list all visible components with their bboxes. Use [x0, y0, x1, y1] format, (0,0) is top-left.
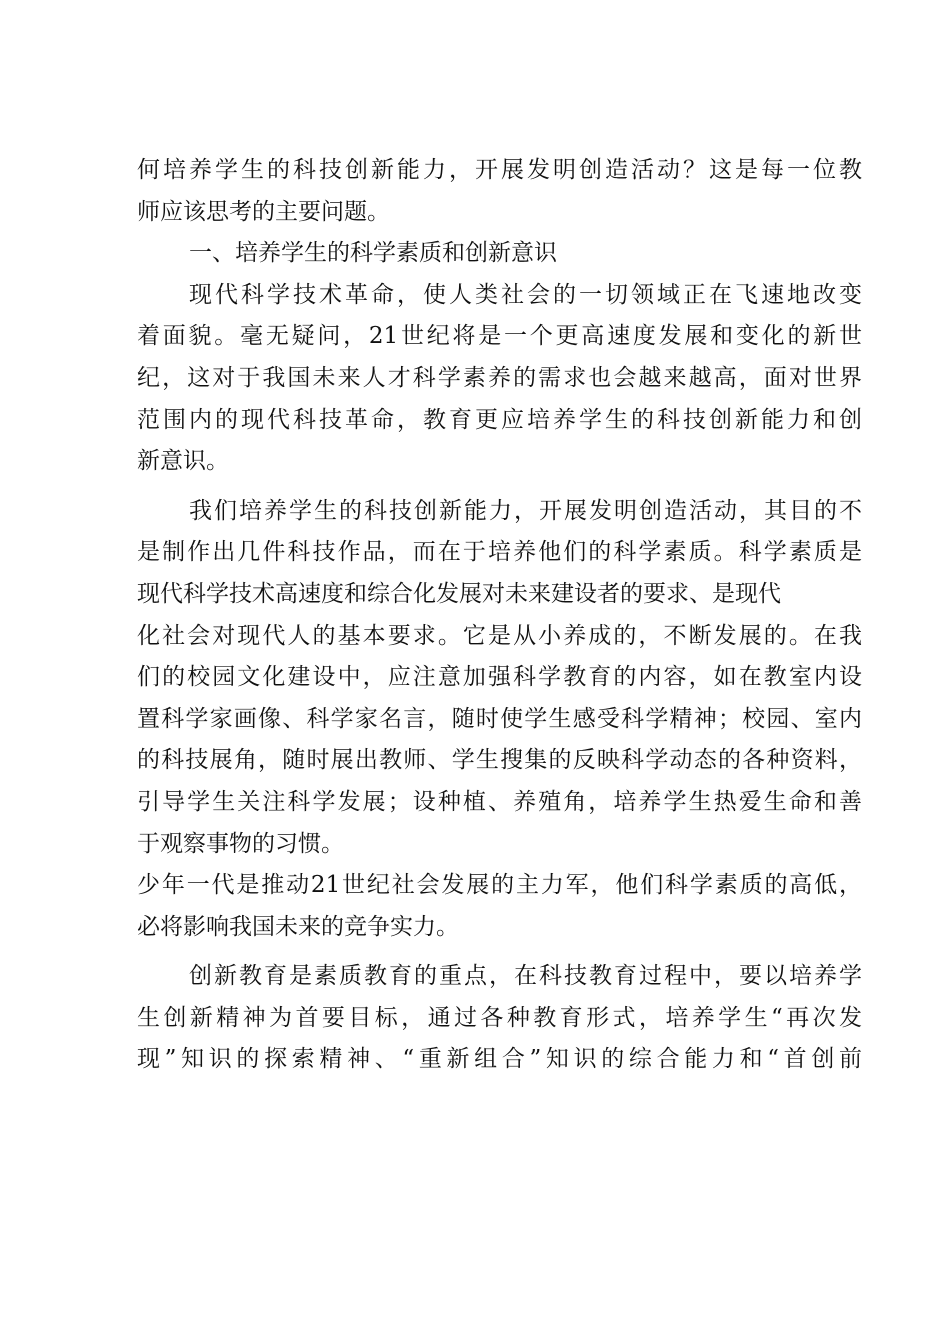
- text-line: 化社会对现代人的基本要求。它是从小养成的，不断发展的。在我: [137, 622, 862, 649]
- paragraph-gap: [137, 483, 862, 491]
- text-line: 是制作出几件科技作品，而在于培养他们的科学素质。科学素质是: [137, 539, 862, 566]
- text-line: 生创新精神为首要目标，通过各种教育形式，培养学生“再次发: [137, 1004, 862, 1031]
- text-line: 创新教育是素质教育的重点，在科技教育过程中，要以培养学: [189, 963, 862, 990]
- text-line: 纪，这对于我国未来人才科学素养的需求也会越来越高，面对世界: [137, 364, 862, 391]
- text-line: 于观察事物的习惯。: [137, 830, 344, 857]
- text-line: 必将影响我国未来的竞争实力。: [137, 913, 459, 940]
- text-line: 现代科学技术革命，使人类社会的一切领域正在飞速地改变: [189, 281, 862, 308]
- text-line: 着面貌。毫无疑问，21世纪将是一个更高速度发展和变化的新世: [137, 323, 862, 350]
- text-line: 少年一代是推动21世纪社会发展的主力军，他们科学素质的高低，: [137, 872, 862, 899]
- section-heading: 一、培养学生的科学素质和创新意识: [189, 240, 557, 267]
- text-line: 的科技展角，随时展出教师、学生搜集的反映科学动态的各种资料，: [137, 747, 862, 774]
- text-line: 我们培养学生的科技创新能力，开展发明创造活动，其目的不: [189, 497, 862, 524]
- text-line: 范围内的现代科技革命，教育更应培养学生的科技创新能力和创: [137, 406, 862, 433]
- paragraph-gap: [137, 948, 862, 956]
- text-line: 现”知识的探索精神、“重新组合”知识的综合能力和“首创前: [137, 1046, 862, 1073]
- text-line: 新意识。: [137, 448, 229, 475]
- text-line: 现代科学技术高速度和综合化发展对未来建设者的要求、是现代: [137, 580, 781, 607]
- text-line: 置科学家画像、科学家名言，随时使学生感受科学精神；校园、室内: [137, 705, 862, 732]
- text-line: 师应该思考的主要问题。: [137, 198, 390, 225]
- text-line: 引导学生关注科学发展；设种植、养殖角，培养学生热爱生命和善: [137, 788, 862, 815]
- document-body: [137, 150, 862, 1081]
- text-line: 们的校园文化建设中，应注意加强科学教育的内容，如在教室内设: [137, 664, 862, 691]
- text-line: 何培养学生的科技创新能力，开展发明创造活动？这是每一位教: [137, 157, 862, 183]
